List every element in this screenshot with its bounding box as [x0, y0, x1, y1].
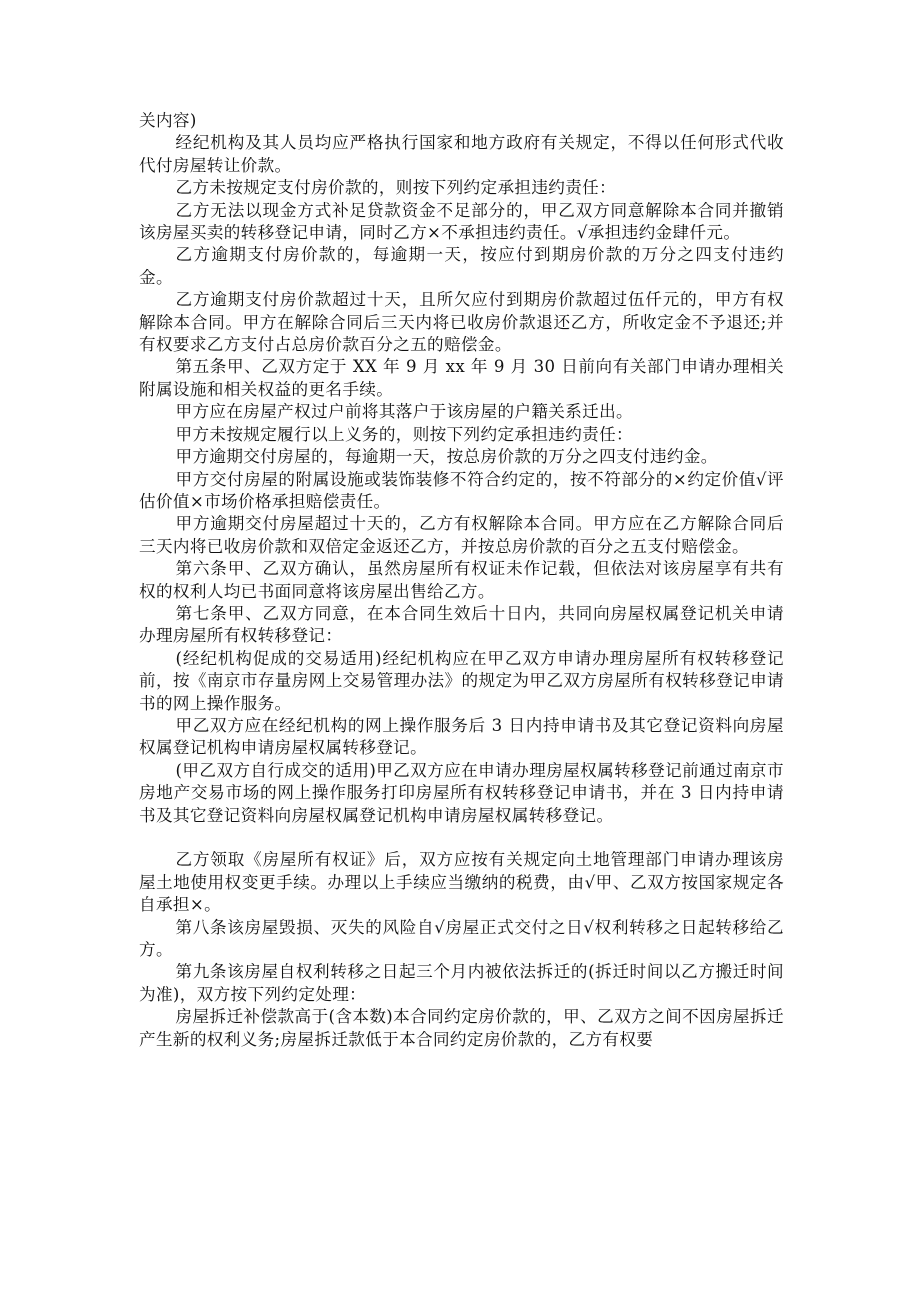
paragraph: 第九条该房屋自权利转移之日起三个月内被依法拆迁的(拆迁时间以乙方搬迁时间为准)，双方按下列约定处理： — [139, 962, 784, 1004]
paragraph: 甲方逾期交付房屋的，每逾期一天，按总房价款的万分之四支付违约金。 — [175, 447, 718, 467]
paragraph: 乙方未按规定支付房价款的，则按下列约定承担违约责任： — [175, 178, 617, 198]
paragraph: 甲方未按规定履行以上义务的，则按下列约定承担违约责任： — [175, 424, 633, 444]
paragraph: 甲方交付房屋的附属设施或装饰装修不符合约定的，按不符部分的×约定价值√评估价值×市场价格承担赔偿责任。 — [139, 469, 784, 511]
paragraph: 第六条甲、乙双方确认，虽然房屋所有权证未作记载，但依法对该房屋享有共有权的权利人均已书面同意将该房屋出售给乙方。 — [139, 559, 784, 601]
paragraph: (甲乙双方自行成交的适用)甲乙双方应在申请办理房屋权属转移登记前通过南京市房地产交易市场的网上操作服务打印房屋所有权转移登记申请书，并在 3 日内持申请书及其它登记资料向房屋权属登记机构申请房屋权属转移登记。 — [139, 760, 784, 825]
paragraph: 乙方逾期支付房价款超过十天，且所欠应付到期房价款超过伍仟元的，甲方有权解除本合同。甲方在解除合同后三天内将已收房价款退还乙方，所收定金不予退还;并有权要求乙方支付占总房价款百分之五的赔偿金。 — [139, 290, 784, 355]
paragraph: 甲方逾期交付房屋超过十天的，乙方有权解除本合同。甲方应在乙方解除合同后三天内将已收房价款和双倍定金返还乙方，并按总房价款的百分之五支付赔偿金。 — [139, 514, 784, 556]
paragraph: 甲乙双方应在经纪机构的网上操作服务后 3 日内持申请书及其它登记资料向房屋权属登记机构申请房屋权属转移登记。 — [139, 715, 784, 758]
blank-line — [139, 827, 784, 849]
paragraph: 第七条甲、乙双方同意，在本合同生效后十日内，共同向房屋权属登记机关申请办理房屋所有权转移登记： — [139, 603, 784, 646]
paragraph: 甲方应在房屋产权过户前将其落户于该房屋的户籍关系迁出。 — [175, 402, 633, 422]
paragraph: 乙方无法以现金方式补足贷款资金不足部分的，甲乙双方同意解除本合同并撤销该房屋买卖的转移登记申请，同时乙方×不承担违约责任。√承担违约金肆仟元。 — [139, 200, 784, 243]
paragraph: 关内容) — [139, 111, 197, 130]
paragraph: 第五条甲、乙双方定于 XX 年 9 月 xx 年 9 月 30 日前向有关部门申请办理相关附属设施和相关权益的更名手续。 — [139, 357, 784, 399]
document-body — [139, 110, 784, 1051]
paragraph: 经纪机构及其人员均应严格执行国家和地方政府有关规定，不得以任何形式代收代付房屋转让价款。 — [139, 133, 784, 175]
paragraph: 乙方逾期支付房价款的，每逾期一天，按应付到期房价款的万分之四支付违约金。 — [139, 245, 784, 287]
paragraph: 第八条该房屋毁损、灭失的风险自√房屋正式交付之日√权利转移之日起转移给乙方。 — [139, 917, 784, 960]
paragraph: (经纪机构促成的交易适用)经纪机构应在甲乙双方申请办理房屋所有权转移登记前，按《南京市存量房网上交易管理办法》的规定为甲乙双方房屋所有权转移登记申请书的网上操作服务。 — [139, 648, 784, 713]
paragraph: 房屋拆迁补偿款高于(含本数)本合同约定房价款的，甲、乙双方之间不因房屋拆迁产生新的权利义务;房屋拆迁款低于本合同约定房价款的，乙方有权要 — [139, 1007, 784, 1049]
paragraph: 乙方领取《房屋所有权证》后，双方应按有关规定向土地管理部门申请办理该房屋土地使用权变更手续。办理以上手续应当缴纳的税费，由√甲、乙双方按国家规定各自承担×。 — [139, 850, 784, 915]
